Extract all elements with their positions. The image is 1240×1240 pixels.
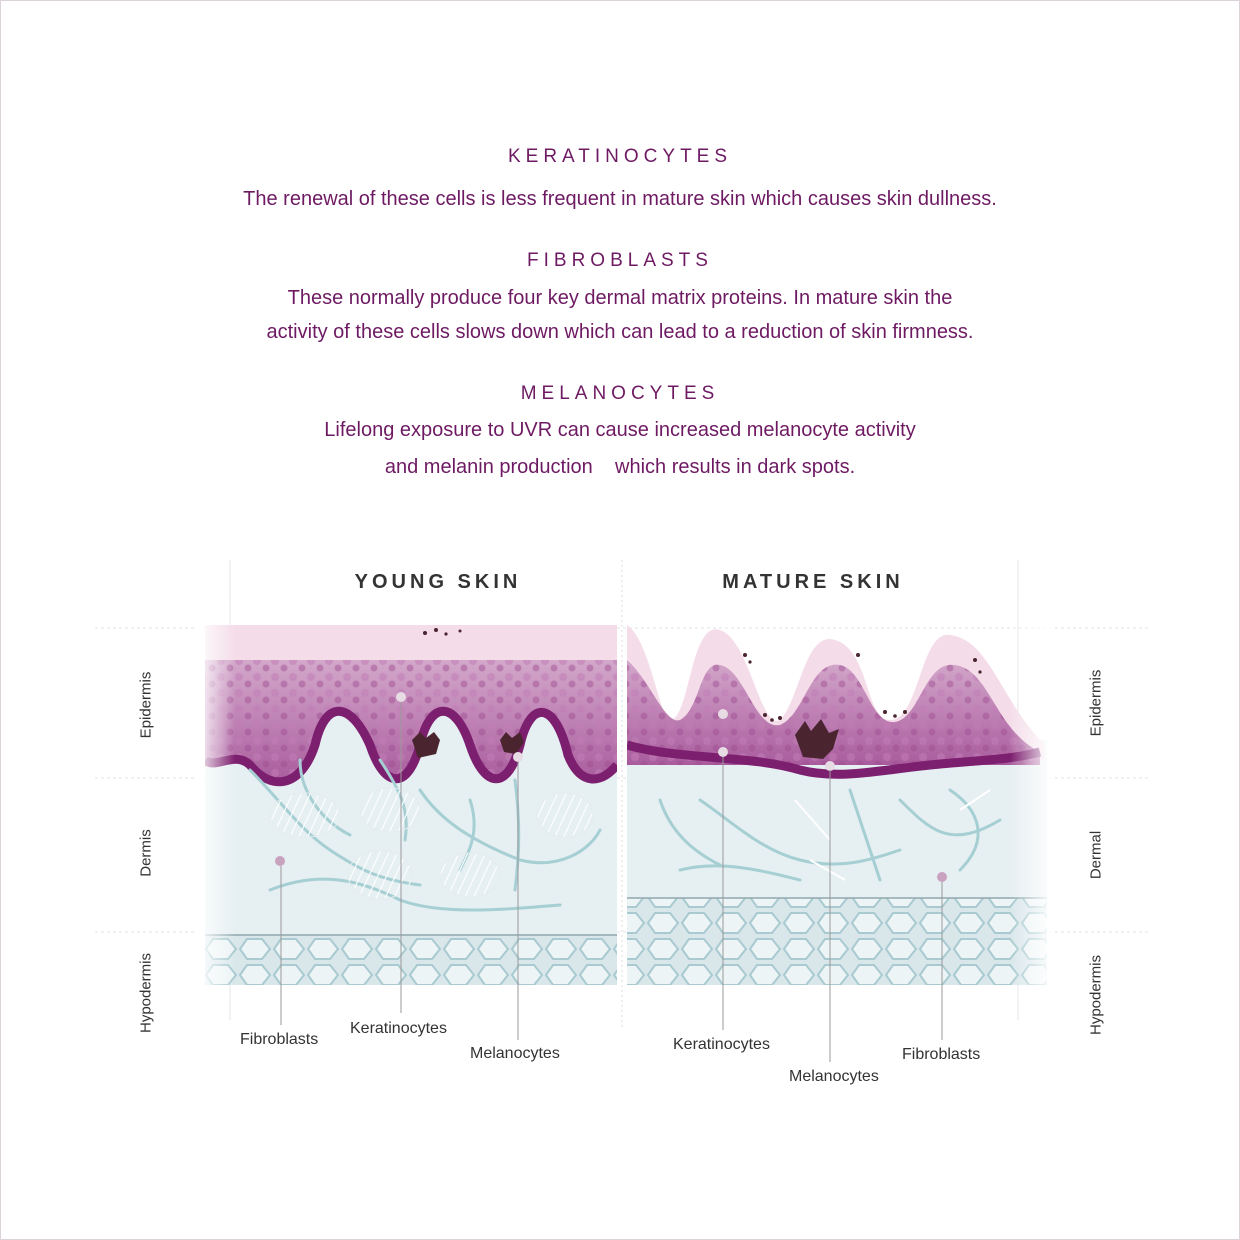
young-melanocytes-label: Melanocytes bbox=[470, 1045, 560, 1062]
mature-skin-illustration bbox=[627, 625, 1047, 985]
left-epidermis-label: Epidermis bbox=[137, 671, 155, 739]
mature-fibroblasts-label: Fibroblasts bbox=[902, 1046, 981, 1063]
mature-skin-title: MATURE SKIN bbox=[722, 571, 904, 593]
young-fibroblasts-label: Fibroblasts bbox=[240, 1031, 319, 1048]
fibroblasts-description-line-2: activity of these cells slows down which can lead to a reduction of skin firmness. bbox=[266, 321, 974, 343]
fibroblasts-heading: FIBROBLASTS bbox=[527, 250, 713, 271]
left-fade bbox=[195, 600, 235, 1000]
young-skin-illustration bbox=[205, 625, 617, 985]
young-hypodermis bbox=[205, 935, 617, 985]
right-fade bbox=[1010, 600, 1055, 1000]
young-stratum-corneum bbox=[205, 625, 617, 661]
young-skin-title: YOUNG SKIN bbox=[354, 571, 522, 593]
mature-keratinocytes-label: Keratinocytes bbox=[673, 1036, 770, 1053]
keratinocytes-heading: KERATINOCYTES bbox=[507, 146, 733, 167]
right-dermal-label: Dermal bbox=[1087, 830, 1105, 880]
melanocytes-heading: MELANOCYTES bbox=[520, 383, 720, 404]
fibroblasts-description-line-1: These normally produce four key dermal matrix proteins. In mature skin the bbox=[287, 287, 953, 309]
left-hypodermis-label: Hypodermis bbox=[137, 952, 155, 1034]
keratinocytes-description: The renewal of these cells is less frequent in mature skin which causes skin dullness. bbox=[243, 188, 997, 210]
left-dermis-label: Dermis bbox=[137, 829, 155, 877]
mature-melanocytes-label: Melanocytes bbox=[789, 1068, 879, 1085]
young-keratinocytes-label: Keratinocytes bbox=[350, 1020, 447, 1037]
right-epidermis-label: Epidermis bbox=[1087, 669, 1105, 737]
right-hypodermis-label: Hypodermis bbox=[1087, 954, 1105, 1036]
mature-hypodermis bbox=[627, 898, 1047, 985]
melanocytes-description-line-2: and melanin production which results in dark spots. bbox=[384, 456, 856, 478]
melanocytes-description-line-1: Lifelong exposure to UVR can cause increased melanocyte activity bbox=[324, 419, 916, 441]
